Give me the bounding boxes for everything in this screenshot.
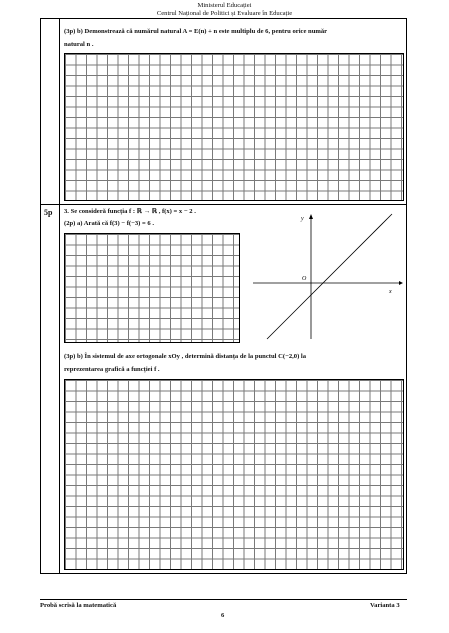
footer-exam-title: Probă scrisă la matematică xyxy=(40,602,117,609)
problem-2b-text-line2: natural n . xyxy=(64,41,94,48)
answer-grid-3b[interactable] xyxy=(64,379,404,570)
graph-line-f xyxy=(267,214,392,339)
origin-label: O xyxy=(302,276,307,282)
answer-grid-2b[interactable] xyxy=(64,53,404,201)
problem-2b-text-line1: (3p) b) Demonstrează că numărul natural A = E(n) + n este multiplu de 6, pentru orice număr xyxy=(64,28,328,35)
x-axis-arrow xyxy=(399,281,403,285)
page-number: 6 xyxy=(221,612,225,619)
problem-3-score: 5p xyxy=(44,208,53,217)
header-center: Centrul Național de Politici și Evaluare în Educație xyxy=(156,10,293,17)
problem-3b-text-line1: (3p) b) În sistemul de axe ortogonale xOy , determină distanța de la punctul C(−2,0) la xyxy=(64,353,307,360)
score-column-divider xyxy=(59,18,60,574)
x-axis-label: x xyxy=(389,289,392,295)
problem-divider xyxy=(40,204,407,205)
footer-line xyxy=(40,599,407,600)
y-axis-label: y xyxy=(301,216,304,222)
header-ministry: Ministerul Educației xyxy=(197,2,252,9)
problem-3-statement: 3. Se consideră funcția f : ℝ → ℝ , f(x) = x − 2 . xyxy=(64,208,196,215)
problem-3b-text-line2: reprezentarea grafică a funcției f . xyxy=(64,366,160,373)
problem-3a-text: (2p) a) Arată că f(3) − f(−3) = 6 . xyxy=(64,220,155,227)
function-graph xyxy=(249,211,403,343)
answer-grid-3a[interactable] xyxy=(64,233,240,343)
y-axis-arrow xyxy=(309,214,313,219)
footer-variant: Varianta 3 xyxy=(370,602,400,609)
